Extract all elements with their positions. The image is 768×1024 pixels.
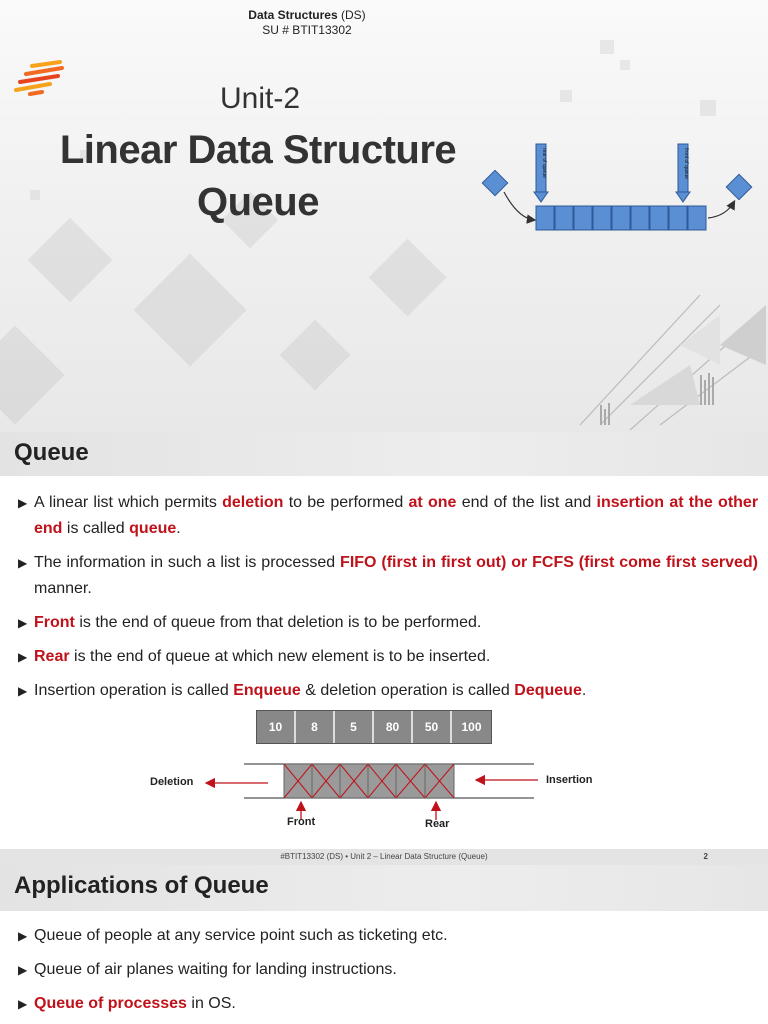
bullet-item [18,991,758,1017]
bullet-list [18,923,758,1017]
bullet-text: to be performed [283,494,409,511]
queue-value-cell: 10 [257,711,296,743]
queue-value-cell: 5 [335,711,374,743]
bullet-arrow-icon: ▶ [18,650,28,664]
highlighted-text: Front [34,614,75,631]
bullet-text: in OS. [186,995,236,1012]
queue-value-cell: 80 [374,711,413,743]
bullet-text: Insertion operation is called [34,682,234,699]
bullet-item [18,957,758,983]
front-label: Front [287,816,316,828]
slide-footer [0,849,768,865]
bullet-arrow-icon: ▶ [18,997,28,1011]
unit-title: Unit-2 [219,82,301,115]
queue-operations-diagram [140,760,620,840]
queue-value-cell: 100 [452,711,491,743]
bullet-item [18,490,758,542]
bullet-item [18,610,758,636]
bullet-text: & deletion operation is called [300,682,515,699]
bullet-text: A linear list which permits [34,494,223,511]
queue-value-cell: 50 [413,711,452,743]
heading-band [0,432,768,476]
page-number: 2 [703,852,708,861]
bg-diamond [280,320,351,391]
bullet-text: is called [62,520,130,537]
incoming-element [482,170,507,195]
queue-values-row [256,710,492,744]
highlighted-text: Rear [34,648,70,665]
main-title [0,124,516,228]
bg-diamond [0,326,64,425]
bullet-item [18,678,758,704]
queue-crossed-cells [284,764,454,798]
bg-pixel [620,60,630,70]
bullet-text: end of the list and [456,494,597,511]
bg-pixel [600,40,614,54]
highlighted-text: insertion at the other end [34,494,759,537]
bg-diamond [133,253,246,366]
bullet-item [18,644,758,670]
footer-text: #BTIT13302 (DS) • Unit 2 – Linear Data Structure (Queue) [280,852,488,861]
bullet-text: is the end of queue from that deletion is to be performed. [74,614,482,631]
bullet-text: The information in such a list is processed [34,554,341,571]
queue-slide [0,432,768,841]
highlighted-text: at one [408,494,457,511]
bullet-arrow-icon: ▶ [18,556,28,570]
bullet-arrow-icon: ▶ [18,929,28,943]
bg-pixel [700,100,716,116]
rear-label: Rear [425,818,450,830]
queue-illustration [478,140,758,240]
title-line-1: Linear Data Structure [59,128,457,172]
highlighted-text: Queue of processes [34,995,187,1012]
bullet-arrow-icon: ▶ [18,963,28,977]
insertion-label: Insertion [546,774,593,786]
subject-code: SU # BTIT13302 [262,23,352,37]
bullet-text: manner. [34,580,92,597]
applications-slide [0,865,768,1024]
queue-pipe [140,760,620,840]
bullet-text: is the end of queue at which new element is to be inserted. [69,648,491,665]
slide-heading: Applications of Queue [14,872,269,899]
bullet-text: . [581,682,587,699]
highlighted-text: deletion [222,494,284,511]
queue-value-cell: 8 [296,711,335,743]
highlighted-text: Enqueue [233,682,301,699]
bullet-arrow-icon: ▶ [18,616,28,630]
bullet-arrow-icon: ▶ [18,496,28,510]
highlighted-text: queue [129,520,177,537]
front-label: front of queue [683,148,689,179]
bullet-item [18,550,758,602]
bg-pixel [560,90,572,102]
bullet-list [18,490,758,704]
course-header [0,8,614,38]
bullet-item [18,923,758,949]
bg-diamond [369,239,447,317]
deletion-label: Deletion [150,776,194,788]
bullet-text: Queue of people at any service point such as ticketing etc. [34,927,448,944]
course-abbr: (DS) [341,8,366,22]
bullet-text: Queue of air planes waiting for landing instructions. [34,961,397,978]
queue-cells [536,206,706,230]
title-line-2: Queue [197,180,319,224]
slide-heading: Queue [14,439,89,466]
bullet-arrow-icon: ▶ [18,684,28,698]
highlighted-text: FIFO (first in first out) or FCFS (first come first served) [340,554,759,571]
title-slide [0,0,768,432]
course-name: Data Structures [248,8,338,22]
decorative-graphic [570,285,768,432]
highlighted-text: Dequeue [514,682,582,699]
bg-diamond [28,218,113,303]
outgoing-element [726,174,751,199]
rear-label: rear of queue [541,148,547,178]
bullet-text: . [176,520,181,537]
